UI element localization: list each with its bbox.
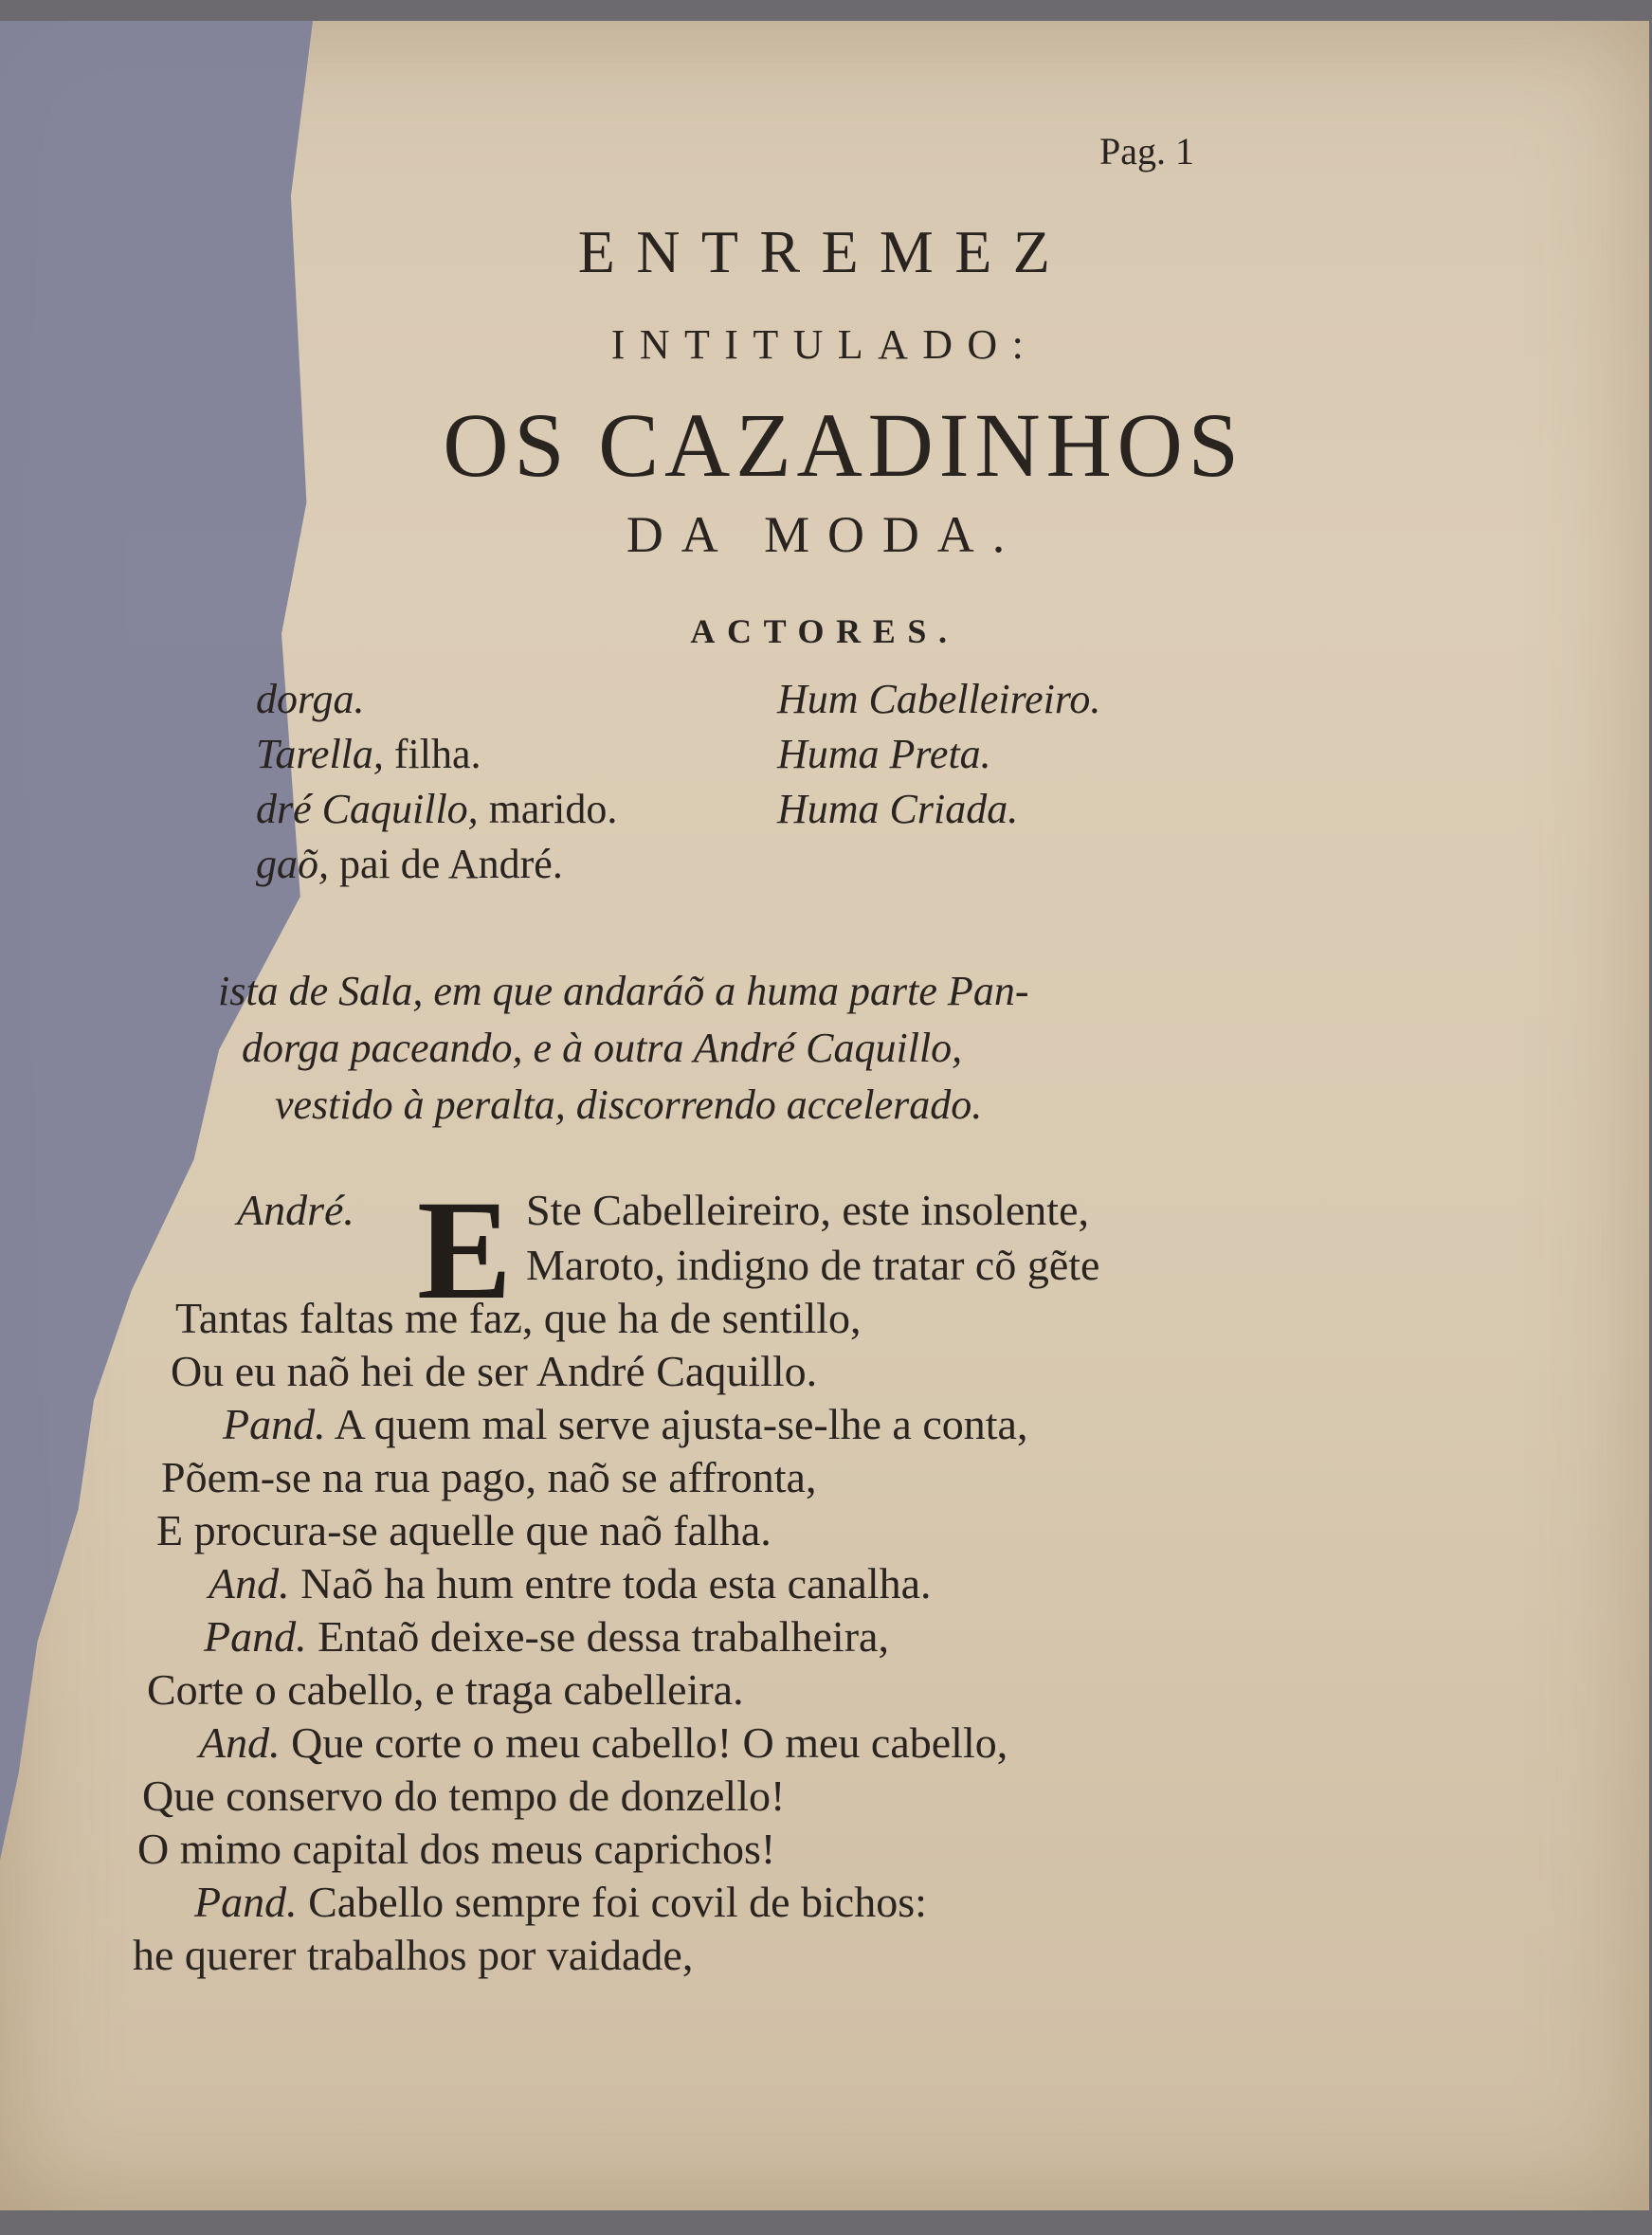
- verse-line: [156, 1506, 772, 1554]
- verse-line: [147, 1665, 744, 1714]
- verse-text: A quem mal serve ajusta-se-lhe a conta,: [334, 1400, 1028, 1448]
- cast-entry: Huma Criada.: [777, 786, 1019, 832]
- verse-line: [137, 1827, 775, 1871]
- cast-entry: [256, 786, 618, 832]
- genre-heading: ENTREMEZ: [577, 218, 1072, 285]
- verse-text: Que conservo do tempo de donzello!: [142, 1772, 786, 1820]
- speaker-label: Pand.: [204, 1612, 307, 1661]
- title-heading: OS CAZADINHOS: [443, 394, 1244, 496]
- speaker-label: And.: [199, 1718, 281, 1767]
- cast-name: gaõ,: [256, 841, 329, 887]
- verse-text: Corte o cabello, e traga cabelleira.: [147, 1665, 744, 1714]
- cast-name: dré Caquillo,: [256, 786, 479, 832]
- cast-role: pai de André.: [329, 841, 563, 887]
- stage-direction-line: vestido à peralta, discorrendo accelerado.: [275, 1081, 983, 1128]
- cast-heading: ACTORES.: [690, 612, 959, 650]
- stage-direction-line: dorga paceando, e à outra André Caquillo,: [242, 1025, 963, 1071]
- verse-text: O mimo capital dos meus caprichos!: [137, 1825, 776, 1873]
- verse-text: E procura-se aquelle que naõ falha.: [156, 1506, 772, 1554]
- verse-text: Naõ ha hum entre toda esta canalha.: [300, 1559, 932, 1608]
- verse-line: [204, 1612, 889, 1661]
- drop-cap: E: [417, 1172, 513, 1329]
- verse-text: Maroto, indigno de tratar cõ gẽte: [526, 1241, 1100, 1289]
- speaker-label: Pand.: [194, 1878, 298, 1926]
- verse-text: Põem-se na rua pago, naõ se affronta,: [161, 1453, 817, 1501]
- cast-entry: [256, 841, 563, 887]
- page-number: Pag. 1: [1099, 130, 1194, 173]
- stage-direction-line: ista de Sala, em que andaráõ a huma parte Pan-: [218, 968, 1029, 1014]
- cast-entry: Huma Preta.: [777, 731, 991, 777]
- speaker-label: André.: [237, 1186, 354, 1234]
- speaker-label: Pand.: [223, 1400, 326, 1448]
- cast-role: marido.: [478, 786, 618, 832]
- verse-line: [171, 1347, 818, 1395]
- verse-text: Tantas faltas me faz, que ha de sentillo,: [175, 1294, 862, 1342]
- verse-line: [133, 1931, 694, 1979]
- title-continuation: DA MODA.: [626, 506, 1024, 563]
- verse-line: [223, 1400, 1028, 1448]
- subtitle-heading: INTITULADO:: [610, 321, 1039, 368]
- verse-line: [161, 1453, 817, 1501]
- verse-text: Ste Cabelleireiro, este insolente,: [526, 1186, 1089, 1234]
- cast-role: filha.: [383, 731, 481, 777]
- cast-entry: [256, 731, 481, 777]
- cast-entry: Hum Cabelleireiro.: [777, 676, 1101, 722]
- verse-line: [199, 1718, 1008, 1767]
- verse-text: Que corte o meu cabello! O meu cabello,: [291, 1718, 1008, 1767]
- verse-line: [237, 1186, 354, 1234]
- cast-name: Tarella,: [256, 731, 384, 777]
- verse-text: Ou eu naõ hei de ser André Caquillo.: [171, 1347, 818, 1395]
- verse-line: [175, 1294, 862, 1342]
- verse-text: Entaõ deixe-se dessa trabalheira,: [318, 1612, 889, 1661]
- verse-text: he querer trabalhos por vaidade,: [133, 1931, 694, 1979]
- speaker-label: And.: [209, 1559, 290, 1608]
- cast-name: dorga.: [256, 676, 365, 722]
- verse-line: [194, 1878, 927, 1926]
- verse-line: [142, 1774, 785, 1818]
- verse-text: Cabello sempre foi covil de bichos:: [308, 1878, 927, 1926]
- verse-line: [209, 1559, 932, 1608]
- cast-entry: [256, 676, 365, 722]
- book-page: [0, 21, 1649, 2210]
